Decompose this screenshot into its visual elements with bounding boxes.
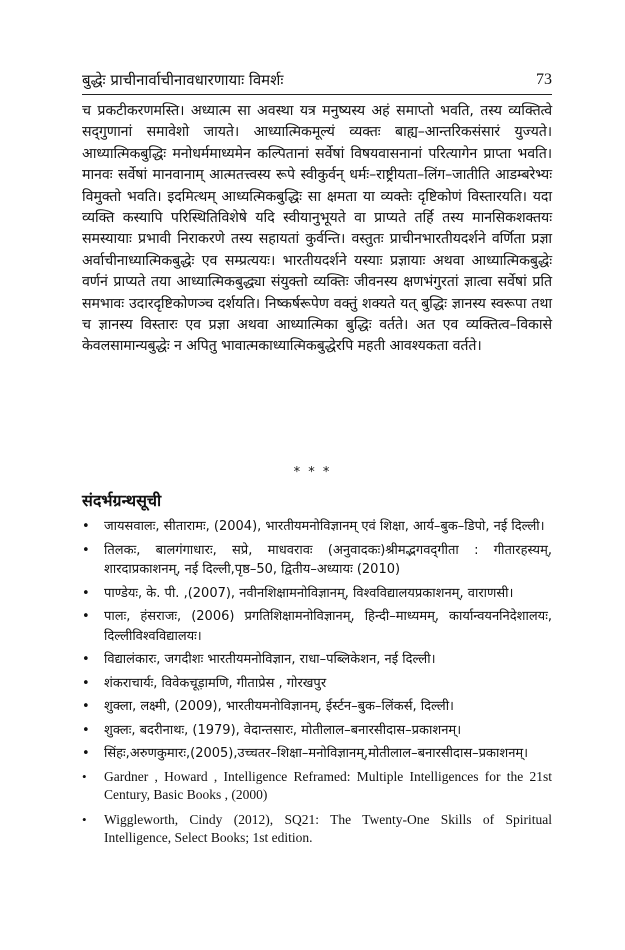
reference-item [82, 650, 552, 670]
bullet-icon: • [82, 746, 90, 761]
reference-item [82, 541, 552, 580]
section-separator: * * * [293, 465, 332, 480]
bibliography-list [82, 517, 552, 854]
reference-text: पाण्डेयः, के. पी. ,(2007), नवीनशिक्षामनोविज्ञानम्, विश्वविद्यालयप्रकाशनम्, वाराणसी। [104, 585, 514, 601]
reference-text: सिंहः,अरुणकुमारः,(2005),उच्चतर–शिक्षा–मनोविज्ञानम्,मोतीलाल–बनारसीदास–प्रकाशनम्। [104, 746, 529, 761]
bullet-icon: • [82, 652, 90, 667]
bibliography-heading: संदर्भग्रन्थसूची [82, 491, 162, 510]
bullet-icon: • [82, 675, 90, 691]
reference-item [82, 744, 552, 764]
reference-text: विद्यालंकारः, जगदीशः भारतीयमनोविज्ञान, राधा–पब्लिकेशन, नई दिल्ली। [104, 652, 436, 667]
reference-text: Gardner , Howard , Intelligence Reframed: Multiple Intelligences for the 21st Century, Basic Books , (2000) [104, 768, 552, 802]
page-number: 73 [536, 71, 552, 88]
reference-item [82, 584, 552, 604]
reference-text: Wiggleworth, Cindy (2012), SQ21: The Twenty-One Skills of Spiritual Intelligence, Select Books; 1st edition. [104, 811, 552, 845]
bullet-icon: • [82, 722, 90, 738]
bullet-icon: • [82, 699, 90, 714]
bullet-icon: • [82, 768, 87, 784]
running-header [82, 70, 552, 90]
reference-item [82, 607, 552, 646]
bullet-icon: • [82, 811, 87, 827]
bullet-icon: • [82, 542, 90, 558]
bullet-icon: • [82, 519, 90, 534]
reference-text: जायसवालः, सीतारामः, (2004), भारतीयमनोविज्ञानम् एवं शिक्षा, आर्य–बुक–डिपो, नई दिल्ली। [104, 519, 545, 534]
reference-text: शंकराचार्यः, विवेकचूड़ामणि, गीताप्रेस , गोरखपुर [104, 675, 327, 691]
running-title: बुद्धेः प्राचीनार्वाचीनावधारणायाः विमर्शः [82, 71, 284, 89]
reference-text: पालः, हंसराजः, (2006) प्रगतिशिक्षामनोविज्ञानम्, हिन्दी–माध्यमम्, कार्यान्वयननिदेशालयः, दिल्लीविश्वविद्यालयः। [104, 609, 552, 644]
header-rule [82, 94, 552, 95]
reference-item [82, 811, 552, 847]
reference-item [82, 697, 552, 717]
reference-item [82, 768, 552, 804]
reference-item [82, 517, 552, 537]
reference-text: तिलकः, बालगंगाधारः, सप्रे, माधवरावः (अनुवादकः)श्रीमद्भगवद्‌गीता : गीतारहस्यम्, शारदाप्रकाशनम्, नई दिल्ली,पृष्ठ–50, द्वितीय–अध्यायः (2010) [104, 542, 552, 577]
reference-item [82, 721, 552, 741]
body-paragraph: च प्रकटीकरणमस्ति। अध्यात्म सा अवस्था यत्र मनुष्यस्य अहं समाप्तो भवति, तस्य व्यक्तित्वे सद्‌गुणानां समावेशो जायते। आध्यात्मिकमूल्यं व्यक्तः बाह्य–आन्तरिकसंसारं युज्यते। आध्यात्मिकबुद्धिः मनोधर्ममाध्यमेन कल्पितानां सर्वेषां विषयवासनानां परित्यागेन प्राप्ता भवति। मानवः सर्वेषां मानवानाम् आत्मतत्त्वस्य रूपे स्वीकुर्वन् धर्मः–राष्ट्रीयता–लिंग–जातीति आडम्बरेभ्यः विमुक्तो भवति। इदमित्थम् आध्यत्मिकबुद्धिः सा क्षमता या व्यक्तेः दृष्टिकोणं विस्तारयति। यदा व्यक्ति कस्यापि परिस्थितिविशेषे यदि स्वीयानुभूयते वा प्राप्यते तर्हि तस्य मानसिकशक्तयः समस्यायाः प्रभावी निराकरणे तस्य सहायतां कुर्वन्ति। वस्तुतः प्राचीनभारतीयदर्शने वर्णिता प्रज्ञा अर्वाचीनाध्यात्मिकबुद्धेः एव सम्प्रत्ययः। भारतीयदर्शने यस्याः प्रज्ञायाः अथवा आध्यात्मिकबुद्धेः वर्णनं प्राप्यते तया आध्यात्मिकबुद्ध्या संयुक्तो व्यक्तिः जीवनस्य क्षणभंगुरतां ज्ञात्वा सर्वेषां प्रति समभावः उदारदृष्टिकोणञ्च दर्शयति। निष्कर्षरूपेण वक्तुं शक्यते यत् बुद्धिः ज्ञानस्य स्वरूपा तथा च ज्ञानस्य विस्तारः एव प्रज्ञा अथवा आध्यात्मिका बुद्धिः वर्तते। अत एव व्यक्तित्व–विकासे केवलसामान्यबुद्धेः न अपितु भावात्मकाध्यात्मिकबुद्धेरपि महती आवश्यकता वर्तते। [82, 103, 552, 355]
bullet-icon: • [82, 585, 90, 601]
reference-text: शुक्ला, लक्ष्मी, (2009), भारतीयमनोविज्ञानम्, ईर्स्टन–बुक–लिंकर्स, दिल्ली। [104, 699, 454, 714]
reference-item [82, 674, 552, 694]
bullet-icon: • [82, 609, 90, 624]
reference-text: शुक्लः, बदरीनाथः, (1979), वेदान्तसारः, मोतीलाल–बनारसीदास–प्रकाशनम्। [104, 722, 462, 738]
